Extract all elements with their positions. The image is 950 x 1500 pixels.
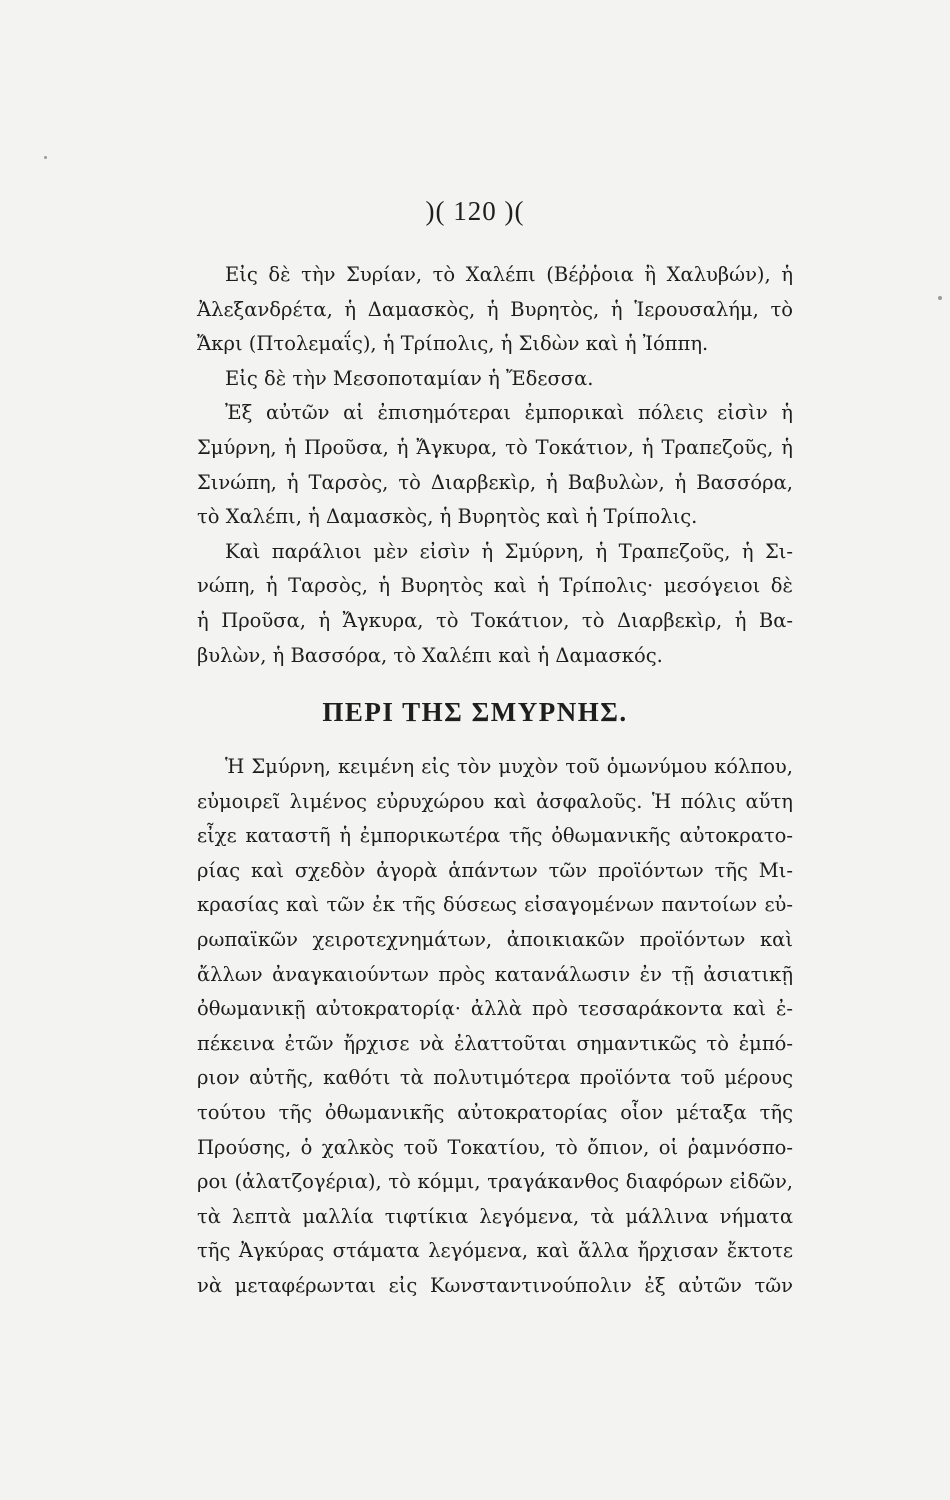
paragraph-line: ἡ Προῦσα, ἡ Ἄγκυρα, τὸ Τοκάτιον, τὸ Διαρβεκὶρ, ἡ Βα-	[197, 608, 793, 632]
paragraph-line: Ἀλεξανδρέτα, ἡ Δαμασκὸς, ἡ Βυρητὸς, ἡ Ἱερουσαλήμ, τὸ	[197, 297, 793, 321]
paper-speck	[44, 156, 47, 159]
paragraph-line: ριον αὐτῆς, καθότι τὰ πολυτιμότερα προϊόντα τοῦ μέρους	[197, 1066, 793, 1090]
paragraph-line: τὰ λεπτὰ μαλλία τιφτίκια λεγόμενα, τὰ μάλλινα νήματα	[197, 1204, 793, 1228]
paragraph-line: βυλὼν, ἡ Βασσόρα, τὸ Χαλέπι καὶ ἡ Δαμασκός.	[197, 643, 663, 667]
paragraph-line: πέκεινα ἐτῶν ἤρχισε νὰ ἐλαττοῦται σημαντικῶς τὸ ἐμπό-	[197, 1031, 793, 1055]
paragraph-line: ρίας καὶ σχεδὸν ἀγορὰ ἁπάντων τῶν προϊόντων τῆς Μι-	[197, 858, 793, 882]
paragraph-line: Ἡ Σμύρνη, κειμένη εἰς τὸν μυχὸν τοῦ ὁμωνύμου κόλπου,	[225, 755, 793, 778]
paragraph-line: νώπη, ἡ Ταρσὸς, ἡ Βυρητὸς καὶ ἡ Τρίπολις· μεσόγειοι δὲ	[197, 574, 793, 598]
section-heading: ΠΕΡΙ ΤΗΣ ΣΜΥΡΝΗΣ.	[322, 697, 628, 727]
paragraph-line: τούτου τῆς ὀθωμανικῆς αὐτοκρατορίας οἷον μέταξα τῆς	[197, 1100, 793, 1124]
upper-text-block	[197, 258, 793, 673]
paragraph-line: ρωπαϊκῶν χειροτεχνημάτων, ἀποικιακῶν προϊόντων καὶ	[197, 927, 793, 951]
paragraph-line: εἶχε καταστῆ ἡ ἐμπορικωτέρα τῆς ὀθωμανικῆς αὐτοκρατο-	[197, 824, 793, 848]
paper-speck	[938, 296, 942, 300]
paragraph-line: Σινώπη, ἡ Ταρσὸς, τὸ Διαρβεκὶρ, ἡ Βαβυλὼν, ἡ Βασσόρα,	[197, 470, 793, 494]
paragraph-line: τὸ Χαλέπι, ἡ Δαμασκὸς, ἡ Βυρητὸς καὶ ἡ Τρίπολις.	[197, 505, 698, 529]
paragraph-line: Προύσης, ὁ χαλκὸς τοῦ Τοκατίου, τὸ ὄπιον, οἱ ῥαμνόσπο-	[197, 1135, 793, 1159]
paragraph-line: Ἐξ αὐτῶν αἱ ἐπισημότεραι ἐμπορικαὶ πόλεις εἰσὶν ἡ	[225, 401, 793, 425]
paragraph-line: Εἰς δὲ τὴν Συρίαν, τὸ Χαλέπι (Βέῤῥοια ἢ Χαλυβών), ἡ	[225, 263, 793, 286]
paragraph-line: εὐμοιρεῖ λιμένος εὐρυχώρου καὶ ἀσφαλοῦς. Ἡ πόλις αὕτη	[197, 789, 793, 813]
page-number-header: )( 120 )(	[425, 196, 525, 226]
paragraph-line: ροι (ἀλατζογέρια), τὸ κόμμι, τραγάκανθος διαφόρων εἰδῶν,	[197, 1170, 793, 1194]
paragraph-line: Ἄκρι (Πτολεμαΐς), ἡ Τρίπολις, ἡ Σιδὼν καὶ ἡ Ἰόππη.	[197, 332, 709, 356]
lower-text-block	[197, 750, 793, 1304]
paragraph-line: ἄλλων ἀναγκαιούντων πρὸς κατανάλωσιν ἐν τῇ ἀσιατικῇ	[197, 962, 793, 986]
paragraph-line: Εἰς δὲ τὴν Μεσοποταμίαν ἡ Ἔδεσσα.	[225, 366, 594, 390]
paragraph-line: ὀθωμανικῇ αὐτοκρατορίᾳ· ἀλλὰ πρὸ τεσσαράκοντα καὶ ἐ-	[197, 997, 793, 1021]
paragraph-line: Σμύρνη, ἡ Προῦσα, ἡ Ἄγκυρα, τὸ Τοκάτιον, ἡ Τραπεζοῦς, ἡ	[197, 435, 793, 459]
paragraph-line: τῆς Ἀγκύρας στάματα λεγόμενα, καὶ ἄλλα ἤρχισαν ἔκτοτε	[197, 1239, 793, 1263]
paragraph-line: Καὶ παράλιοι μὲν εἰσὶν ἡ Σμύρνη, ἡ Τραπεζοῦς, ἡ Σι-	[225, 539, 793, 563]
paragraph-line: κρασίας καὶ τῶν ἐκ τῆς δύσεως εἰσαγομένων παντοίων εὐ-	[197, 893, 793, 917]
paragraph-line: νὰ μεταφέρωνται εἰς Κωνσταντινούπολιν ἐξ αὐτῶν τῶν	[197, 1273, 793, 1297]
